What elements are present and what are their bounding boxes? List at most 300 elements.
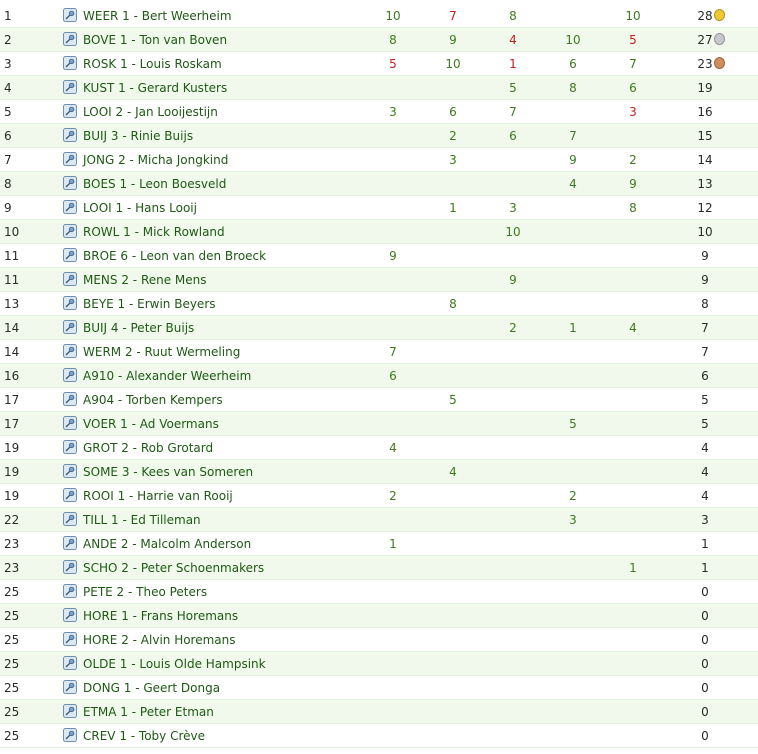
player-name-link[interactable]: SOME 3 - Kees van Someren xyxy=(83,465,254,479)
score-cell-1 xyxy=(373,580,413,604)
pin-icon[interactable] xyxy=(63,196,79,220)
rank-cell: 23 xyxy=(4,537,20,551)
total-points: 9 xyxy=(701,249,709,263)
score-cell-4: 1 xyxy=(569,321,577,335)
player-name-link[interactable]: BUIJ 4 - Peter Buijs xyxy=(83,321,195,335)
score-cell-4: 8 xyxy=(569,81,577,95)
score-cell-5: 7 xyxy=(629,57,637,71)
score-cell-5 xyxy=(613,364,653,388)
pin-icon[interactable] xyxy=(63,652,79,676)
score-cell-5 xyxy=(613,244,653,268)
table-row xyxy=(0,460,758,484)
score-cell-4 xyxy=(553,340,593,364)
score-cell-1 xyxy=(373,724,413,748)
score-cell-4 xyxy=(553,652,593,676)
score-cell-2 xyxy=(433,484,473,508)
score-cell-5 xyxy=(613,508,653,532)
score-cell-2: 9 xyxy=(449,33,457,47)
score-cell-3 xyxy=(493,364,533,388)
total-points: 16 xyxy=(697,105,713,119)
table-row xyxy=(0,676,758,700)
score-cell-2 xyxy=(433,316,473,340)
player-name-link[interactable]: VOER 1 - Ad Voermans xyxy=(83,417,219,431)
rank-cell: 14 xyxy=(4,345,20,359)
total-points: 19 xyxy=(697,81,713,95)
total-points: 15 xyxy=(697,129,713,143)
total-points: 4 xyxy=(701,489,709,503)
score-cell-2 xyxy=(433,556,473,580)
score-cell-5: 10 xyxy=(625,9,641,23)
score-cell-3: 3 xyxy=(509,201,517,215)
table-row xyxy=(0,724,758,748)
rank-cell: 17 xyxy=(4,393,20,407)
player-name-link[interactable]: WERM 2 - Ruut Wermeling xyxy=(83,345,241,359)
score-cell-5: 3 xyxy=(629,105,637,119)
player-name-link[interactable]: CREV 1 - Toby Crève xyxy=(83,729,205,743)
score-cell-4: 7 xyxy=(569,129,577,143)
score-cell-3: 4 xyxy=(509,33,517,47)
score-cell-3 xyxy=(493,652,533,676)
score-cell-4 xyxy=(553,364,593,388)
rank-cell: 13 xyxy=(4,297,20,311)
player-name-link[interactable]: DONG 1 - Geert Donga xyxy=(83,681,221,695)
score-cell-5 xyxy=(613,532,653,556)
total-points: 10 xyxy=(697,225,713,239)
rank-cell: 23 xyxy=(4,561,20,575)
rank-cell: 2 xyxy=(4,33,12,47)
table-row xyxy=(0,76,758,100)
score-cell-5 xyxy=(613,724,653,748)
score-cell-1 xyxy=(373,316,413,340)
pin-icon[interactable] xyxy=(63,124,79,148)
table-row xyxy=(0,436,758,460)
player-name-link[interactable]: PETE 2 - Theo Peters xyxy=(83,585,208,599)
total-points: 0 xyxy=(701,633,709,647)
score-cell-2: 7 xyxy=(449,9,457,23)
score-cell-4 xyxy=(553,220,593,244)
score-cell-2: 8 xyxy=(449,297,457,311)
score-cell-1 xyxy=(373,412,413,436)
rank-cell: 4 xyxy=(4,81,12,95)
score-cell-1 xyxy=(373,268,413,292)
total-points: 14 xyxy=(697,153,713,167)
score-cell-3 xyxy=(493,292,533,316)
pin-icon[interactable] xyxy=(63,100,79,124)
score-cell-5: 5 xyxy=(629,33,637,47)
score-cell-2 xyxy=(433,676,473,700)
rank-cell: 19 xyxy=(4,465,20,479)
player-name-link[interactable]: KUST 1 - Gerard Kusters xyxy=(83,81,228,95)
table-row xyxy=(0,100,758,124)
rank-cell: 19 xyxy=(4,489,20,503)
player-name-link[interactable]: BOVE 1 - Ton van Boven xyxy=(83,33,228,47)
total-points: 0 xyxy=(701,585,709,599)
table-row xyxy=(0,580,758,604)
table-row xyxy=(0,652,758,676)
total-points: 8 xyxy=(701,297,709,311)
score-cell-3: 6 xyxy=(509,129,517,143)
score-cell-2 xyxy=(433,508,473,532)
pin-icon[interactable] xyxy=(63,556,79,580)
score-cell-3: 5 xyxy=(509,81,517,95)
score-cell-1 xyxy=(373,628,413,652)
score-cell-5: 8 xyxy=(629,201,637,215)
rank-cell: 16 xyxy=(4,369,20,383)
score-cell-3 xyxy=(493,628,533,652)
pin-icon[interactable] xyxy=(63,220,79,244)
pin-icon[interactable] xyxy=(63,172,79,196)
score-cell-1: 10 xyxy=(385,9,401,23)
player-name-link[interactable]: OLDE 1 - Louis Olde Hampsink xyxy=(83,657,266,671)
score-cell-1: 2 xyxy=(389,489,397,503)
pin-icon[interactable] xyxy=(63,700,79,724)
pin-icon[interactable] xyxy=(63,28,79,52)
score-cell-4 xyxy=(553,676,593,700)
score-cell-5: 2 xyxy=(629,153,637,167)
score-cell-3: 7 xyxy=(509,105,517,119)
score-cell-1 xyxy=(373,388,413,412)
score-cell-3 xyxy=(493,532,533,556)
score-cell-1 xyxy=(373,196,413,220)
total-points: 1 xyxy=(701,561,709,575)
score-cell-2 xyxy=(433,604,473,628)
table-row xyxy=(0,700,758,724)
score-cell-5 xyxy=(613,460,653,484)
table-row xyxy=(0,388,758,412)
score-cell-4: 2 xyxy=(569,489,577,503)
score-cell-4 xyxy=(553,580,593,604)
score-cell-5 xyxy=(613,700,653,724)
pin-icon[interactable] xyxy=(63,724,79,748)
score-cell-4 xyxy=(553,556,593,580)
score-cell-5 xyxy=(613,628,653,652)
player-name-link[interactable]: JONG 2 - Micha Jongkind xyxy=(83,153,229,167)
rank-cell: 25 xyxy=(4,657,20,671)
score-cell-2 xyxy=(433,412,473,436)
score-cell-1: 9 xyxy=(389,249,397,263)
pin-icon[interactable] xyxy=(63,676,79,700)
score-cell-2 xyxy=(433,628,473,652)
total-points: 23 xyxy=(697,57,713,71)
score-cell-4 xyxy=(553,700,593,724)
player-name-link[interactable]: LOOI 1 - Hans Looij xyxy=(83,201,197,215)
score-cell-4: 3 xyxy=(569,513,577,527)
total-points: 5 xyxy=(701,417,709,431)
rank-cell: 1 xyxy=(4,9,12,23)
score-cell-3 xyxy=(493,148,533,172)
score-cell-4 xyxy=(553,268,593,292)
total-points: 0 xyxy=(701,657,709,671)
score-cell-2 xyxy=(433,340,473,364)
score-cell-1: 3 xyxy=(389,105,397,119)
score-cell-5 xyxy=(613,292,653,316)
score-cell-4 xyxy=(553,436,593,460)
score-cell-4: 4 xyxy=(569,177,577,191)
score-cell-1 xyxy=(373,676,413,700)
rank-cell: 11 xyxy=(4,273,20,287)
score-cell-4 xyxy=(553,292,593,316)
table-row xyxy=(0,172,758,196)
rank-cell: 25 xyxy=(4,609,20,623)
score-cell-2: 1 xyxy=(449,201,457,215)
pin-icon[interactable] xyxy=(63,580,79,604)
score-cell-3 xyxy=(493,508,533,532)
score-cell-3 xyxy=(493,172,533,196)
score-cell-3: 8 xyxy=(509,9,517,23)
score-cell-3 xyxy=(493,412,533,436)
score-cell-2 xyxy=(433,268,473,292)
table-row xyxy=(0,364,758,388)
player-name-link[interactable]: BEYE 1 - Erwin Beyers xyxy=(83,297,216,311)
table-row xyxy=(0,316,758,340)
score-cell-4: 6 xyxy=(569,57,577,71)
score-cell-4 xyxy=(553,724,593,748)
player-name-link[interactable]: WEER 1 - Bert Weerheim xyxy=(83,9,232,23)
score-cell-1: 6 xyxy=(389,369,397,383)
pin-icon[interactable] xyxy=(63,604,79,628)
player-name-link[interactable]: HORE 2 - Alvin Horemans xyxy=(83,633,236,647)
player-name-link[interactable]: HORE 1 - Frans Horemans xyxy=(83,609,239,623)
score-cell-1 xyxy=(373,220,413,244)
score-cell-1 xyxy=(373,172,413,196)
score-cell-5 xyxy=(613,340,653,364)
pin-icon[interactable] xyxy=(63,388,79,412)
player-name-link[interactable]: ANDE 2 - Malcolm Anderson xyxy=(83,537,252,551)
score-cell-1 xyxy=(373,460,413,484)
table-row xyxy=(0,412,758,436)
score-cell-4: 5 xyxy=(569,417,577,431)
score-cell-2 xyxy=(433,364,473,388)
table-row xyxy=(0,292,758,316)
player-name-link[interactable]: LOOI 2 - Jan Looijestijn xyxy=(83,105,218,119)
score-cell-3 xyxy=(493,244,533,268)
score-cell-3: 10 xyxy=(505,225,521,239)
score-cell-2 xyxy=(433,172,473,196)
total-points: 13 xyxy=(697,177,713,191)
score-cell-5 xyxy=(613,268,653,292)
rank-cell: 8 xyxy=(4,177,12,191)
score-cell-4: 10 xyxy=(565,33,581,47)
player-name-link[interactable]: ROWL 1 - Mick Rowland xyxy=(83,225,225,239)
score-cell-5 xyxy=(613,652,653,676)
score-cell-3 xyxy=(493,460,533,484)
score-cell-4: 9 xyxy=(569,153,577,167)
bronze-medal-icon xyxy=(714,52,728,76)
score-cell-3: 1 xyxy=(509,57,517,71)
score-cell-5 xyxy=(613,580,653,604)
score-cell-1: 1 xyxy=(389,537,397,551)
table-row xyxy=(0,124,758,148)
total-points: 5 xyxy=(701,393,709,407)
score-cell-2: 10 xyxy=(445,57,461,71)
score-cell-4 xyxy=(553,100,593,124)
score-cell-5 xyxy=(613,388,653,412)
player-name-link[interactable]: BOES 1 - Leon Boesveld xyxy=(83,177,227,191)
score-cell-1 xyxy=(373,556,413,580)
score-cell-3 xyxy=(493,340,533,364)
pin-icon[interactable] xyxy=(63,364,79,388)
score-cell-2: 3 xyxy=(449,153,457,167)
table-row xyxy=(0,52,758,76)
score-cell-2: 6 xyxy=(449,105,457,119)
total-points: 7 xyxy=(701,345,709,359)
score-cell-3 xyxy=(493,580,533,604)
score-cell-5: 4 xyxy=(629,321,637,335)
score-cell-5 xyxy=(613,124,653,148)
rank-cell: 3 xyxy=(4,57,12,71)
pin-icon[interactable] xyxy=(63,628,79,652)
silver-medal-icon xyxy=(714,28,728,52)
total-points: 27 xyxy=(697,33,713,47)
rank-cell: 7 xyxy=(4,153,12,167)
score-cell-2: 4 xyxy=(449,465,457,479)
score-cell-3: 2 xyxy=(509,321,517,335)
score-cell-1 xyxy=(373,508,413,532)
table-row xyxy=(0,340,758,364)
pin-icon[interactable] xyxy=(63,460,79,484)
player-name-link[interactable]: BROE 6 - Leon van den Broeck xyxy=(83,249,267,263)
score-cell-5: 1 xyxy=(629,561,637,575)
score-cell-3 xyxy=(493,556,533,580)
total-points: 0 xyxy=(701,681,709,695)
table-row xyxy=(0,484,758,508)
total-points: 12 xyxy=(697,201,713,215)
score-cell-2 xyxy=(433,724,473,748)
score-cell-1 xyxy=(373,700,413,724)
rank-cell: 5 xyxy=(4,105,12,119)
score-cell-2: 2 xyxy=(449,129,457,143)
score-cell-4 xyxy=(553,4,593,28)
score-cell-1: 8 xyxy=(389,33,397,47)
pin-icon[interactable] xyxy=(63,508,79,532)
table-row xyxy=(0,28,758,52)
score-cell-2 xyxy=(433,700,473,724)
score-cell-1: 4 xyxy=(389,441,397,455)
pin-icon[interactable] xyxy=(63,4,79,28)
table-row xyxy=(0,628,758,652)
rank-cell: 25 xyxy=(4,585,20,599)
table-row xyxy=(0,244,758,268)
player-name-link[interactable]: ETMA 1 - Peter Etman xyxy=(83,705,214,719)
score-cell-2 xyxy=(433,220,473,244)
score-cell-1 xyxy=(373,652,413,676)
player-name-link[interactable]: TILL 1 - Ed Tilleman xyxy=(83,513,201,527)
total-points: 0 xyxy=(701,609,709,623)
player-name-link[interactable]: A910 - Alexander Weerheim xyxy=(83,369,252,383)
score-cell-1 xyxy=(373,124,413,148)
score-cell-5: 6 xyxy=(629,81,637,95)
pin-icon[interactable] xyxy=(63,412,79,436)
score-cell-1 xyxy=(373,76,413,100)
score-cell-1 xyxy=(373,148,413,172)
score-cell-4 xyxy=(553,244,593,268)
rank-cell: 14 xyxy=(4,321,20,335)
player-name-link[interactable]: ROOI 1 - Harrie van Rooij xyxy=(83,489,233,503)
score-cell-3: 9 xyxy=(509,273,517,287)
score-cell-1 xyxy=(373,292,413,316)
total-points: 3 xyxy=(701,513,709,527)
score-cell-5 xyxy=(613,604,653,628)
score-cell-3 xyxy=(493,388,533,412)
rank-cell: 25 xyxy=(4,633,20,647)
score-cell-5 xyxy=(613,436,653,460)
table-row xyxy=(0,220,758,244)
score-cell-2 xyxy=(433,436,473,460)
score-cell-1 xyxy=(373,604,413,628)
table-row xyxy=(0,4,758,28)
score-cell-3 xyxy=(493,484,533,508)
rank-cell: 9 xyxy=(4,201,12,215)
rank-cell: 11 xyxy=(4,249,20,263)
table-row xyxy=(0,508,758,532)
pin-icon[interactable] xyxy=(63,52,79,76)
pin-icon[interactable] xyxy=(63,76,79,100)
score-cell-1: 5 xyxy=(389,57,397,71)
score-cell-2 xyxy=(433,580,473,604)
score-cell-2 xyxy=(433,244,473,268)
score-cell-3 xyxy=(493,676,533,700)
pin-icon[interactable] xyxy=(63,340,79,364)
total-points: 7 xyxy=(701,321,709,335)
total-points: 0 xyxy=(701,729,709,743)
total-points: 6 xyxy=(701,369,709,383)
score-cell-5 xyxy=(613,220,653,244)
total-points: 28 xyxy=(697,9,713,23)
score-cell-3 xyxy=(493,700,533,724)
player-name-link[interactable]: MENS 2 - Rene Mens xyxy=(83,273,207,287)
total-points: 1 xyxy=(701,537,709,551)
rank-cell: 25 xyxy=(4,705,20,719)
pin-icon[interactable] xyxy=(63,436,79,460)
score-cell-5: 9 xyxy=(629,177,637,191)
score-cell-4 xyxy=(553,532,593,556)
pin-icon[interactable] xyxy=(63,268,79,292)
score-cell-3 xyxy=(493,436,533,460)
rank-cell: 10 xyxy=(4,225,20,239)
pin-icon[interactable] xyxy=(63,148,79,172)
total-points: 9 xyxy=(701,273,709,287)
score-cell-1: 7 xyxy=(389,345,397,359)
pin-icon[interactable] xyxy=(63,244,79,268)
rank-cell: 19 xyxy=(4,441,20,455)
gold-medal-icon xyxy=(714,4,728,28)
player-name-link[interactable]: ROSK 1 - Louis Roskam xyxy=(83,57,222,71)
pin-icon[interactable] xyxy=(63,484,79,508)
score-cell-3 xyxy=(493,724,533,748)
player-name-link[interactable]: SCHO 2 - Peter Schoenmakers xyxy=(83,561,265,575)
score-cell-4 xyxy=(553,388,593,412)
score-cell-2 xyxy=(433,532,473,556)
pin-icon[interactable] xyxy=(63,316,79,340)
table-row xyxy=(0,148,758,172)
player-name-link[interactable]: GROT 2 - Rob Grotard xyxy=(83,441,214,455)
rank-cell: 22 xyxy=(4,513,20,527)
total-points: 4 xyxy=(701,441,709,455)
score-cell-2 xyxy=(433,76,473,100)
player-name-link[interactable]: BUIJ 3 - Rinie Buijs xyxy=(83,129,194,143)
pin-icon[interactable] xyxy=(63,532,79,556)
rank-cell: 17 xyxy=(4,417,20,431)
table-row xyxy=(0,604,758,628)
score-cell-4 xyxy=(553,604,593,628)
rank-cell: 6 xyxy=(4,129,12,143)
player-name-link[interactable]: A904 - Torben Kempers xyxy=(83,393,223,407)
pin-icon[interactable] xyxy=(63,292,79,316)
score-cell-2 xyxy=(433,652,473,676)
score-cell-4 xyxy=(553,196,593,220)
score-cell-5 xyxy=(613,484,653,508)
total-points: 4 xyxy=(701,465,709,479)
